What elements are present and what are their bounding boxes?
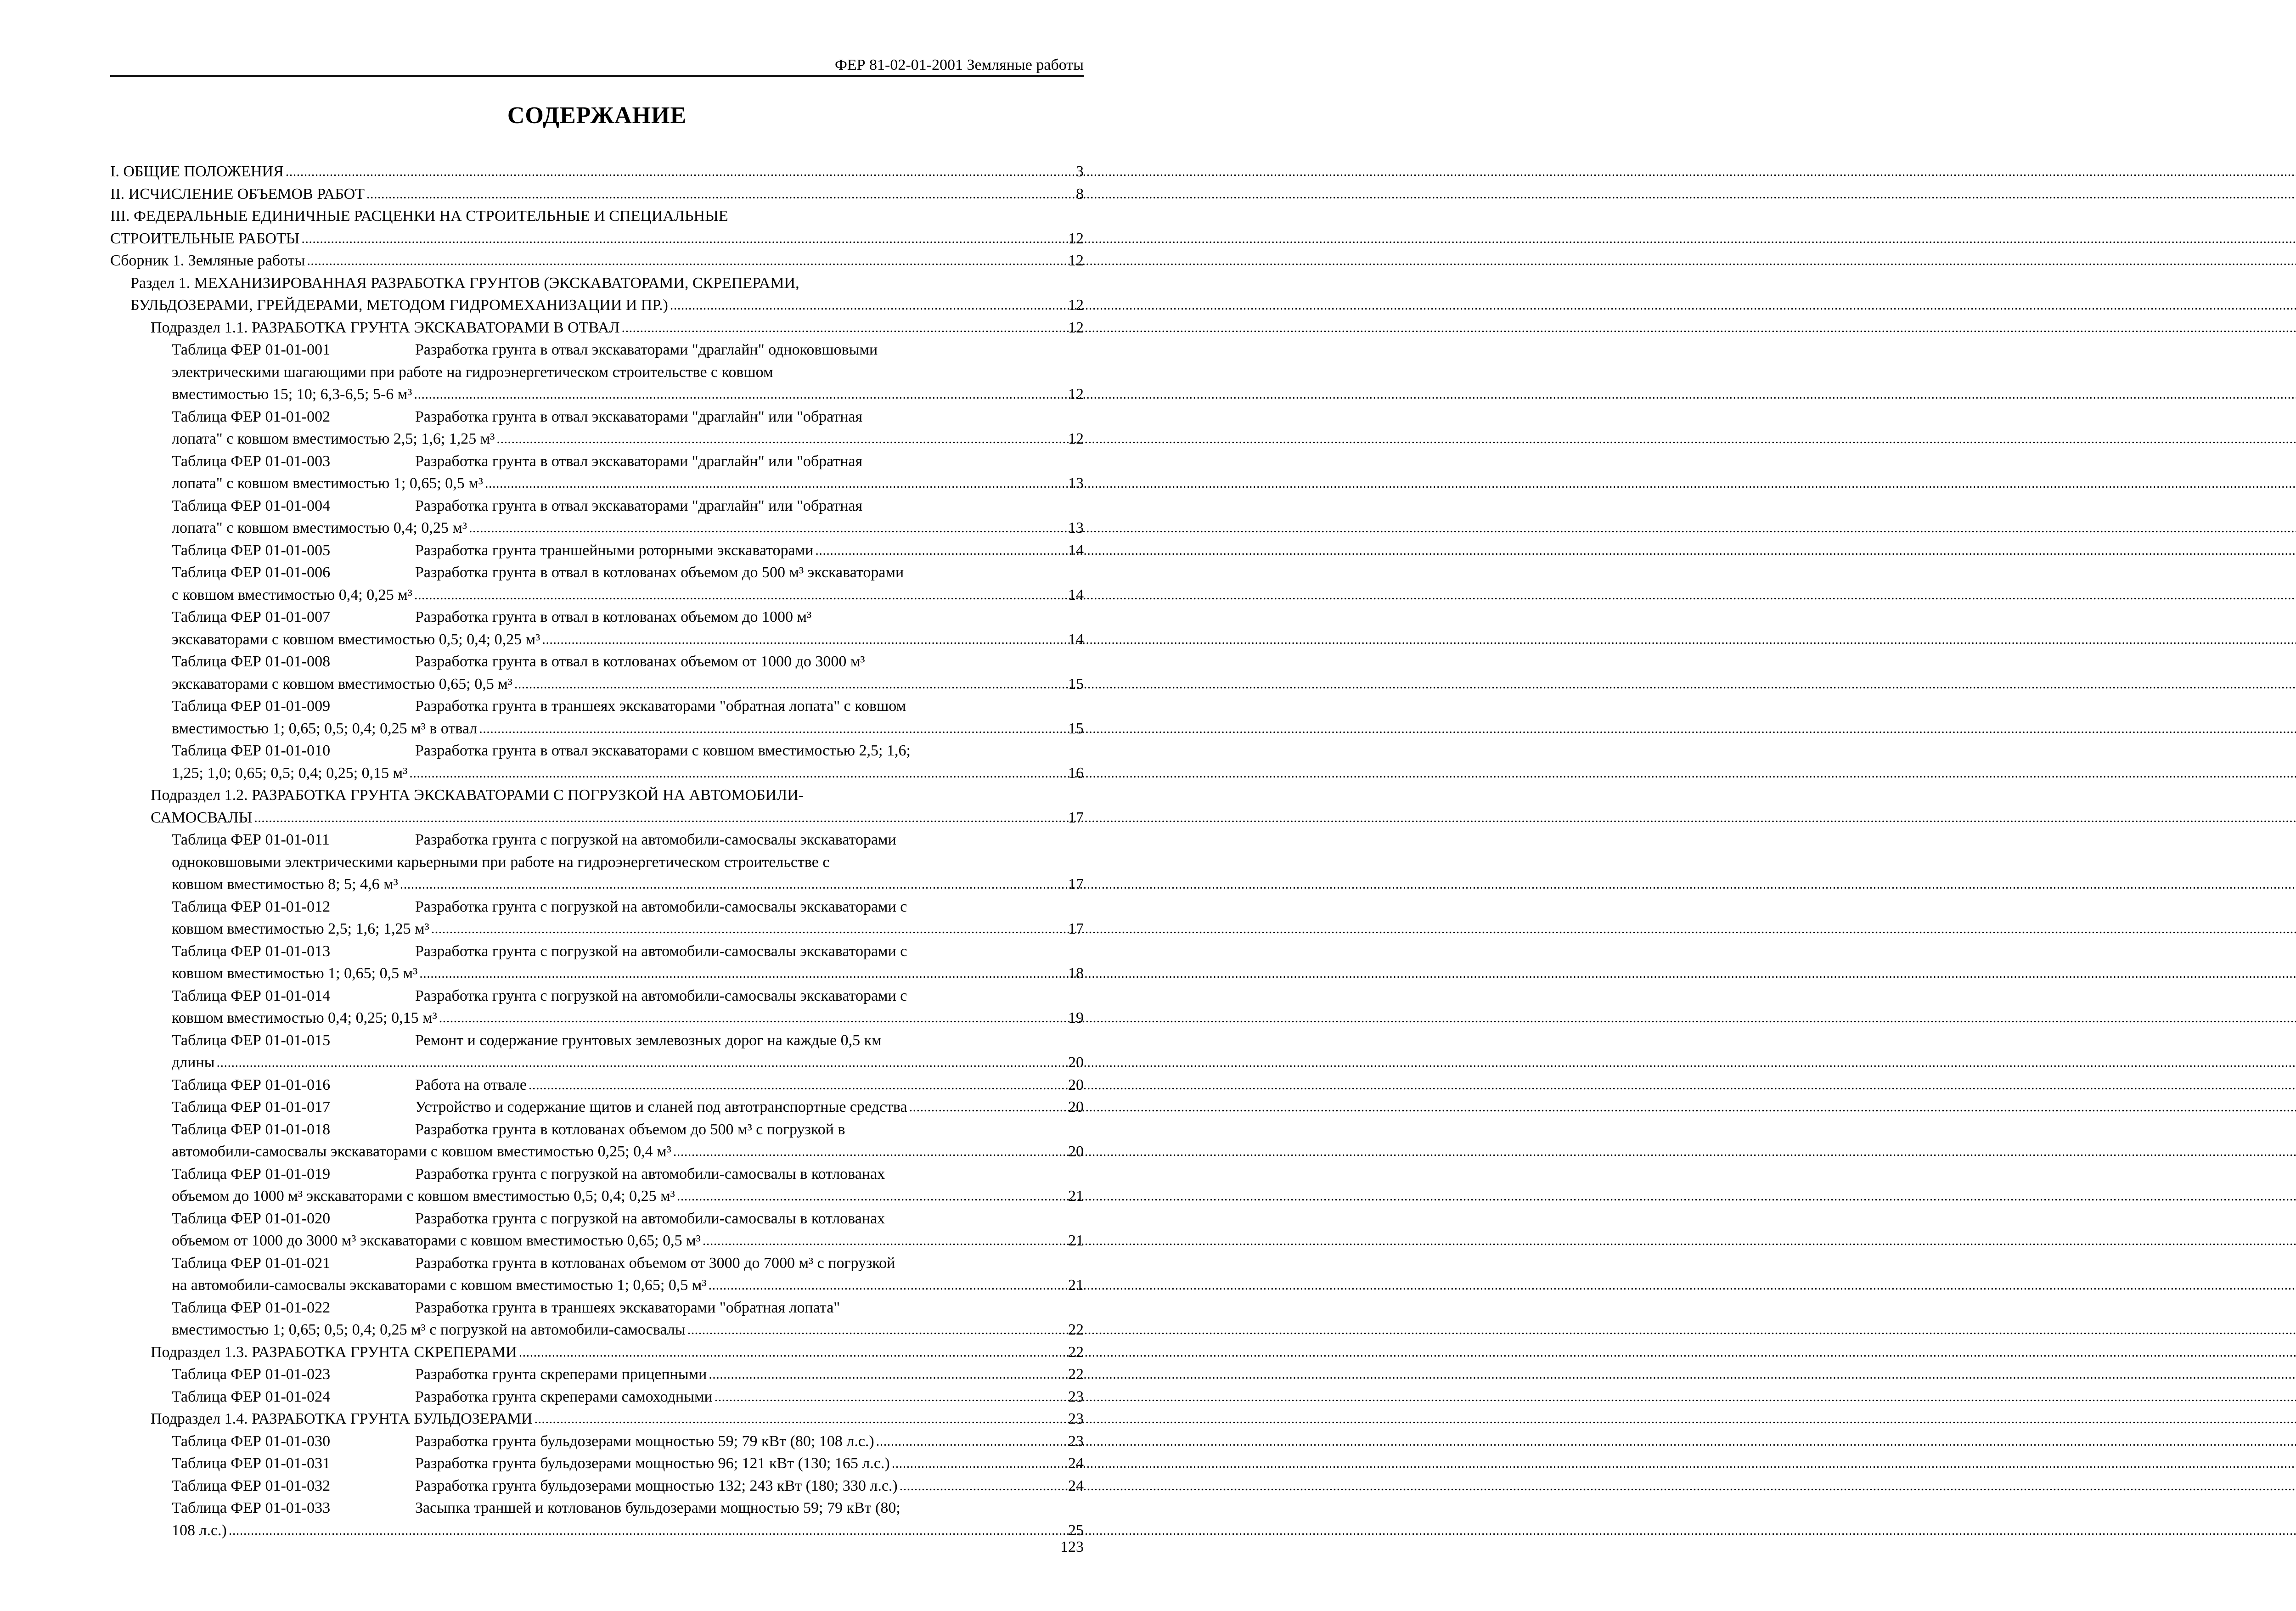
toc-entry-text: Засыпка траншей и котлованов бульдозерами мощностью 59; 79 кВт (80; <box>415 1499 900 1516</box>
toc-page-number: 15 <box>1068 675 1084 693</box>
toc-page-number: 13 <box>1068 475 1084 492</box>
toc-page-number: 22 <box>1068 1321 1084 1338</box>
toc-entry-text: лопата" с ковшом вместимостью 1; 0,65; 0,5 м³ <box>172 475 483 492</box>
dot-leader <box>668 294 1068 317</box>
toc-table-code: Таблица ФЕР 01-01-012 <box>172 898 331 915</box>
toc-entry-text: II. ИСЧИСЛЕНИЕ ОБЪЕМОВ РАБОТ <box>110 185 365 203</box>
toc-page-number: 23 <box>1068 1388 1084 1405</box>
toc-table-code: Таблица ФЕР 01-01-016 <box>172 1076 331 1093</box>
toc-entry-text: Подраздел 1.2. РАЗРАБОТКА ГРУНТА ЭКСКАВАТОРАМИ С ПОГРУЗКОЙ НА АВТОМОБИЛИ- <box>151 787 804 804</box>
toc-table-code: Таблица ФЕР 01-01-013 <box>172 942 331 960</box>
toc-entry[interactable] <box>110 606 1084 651</box>
toc-page-number: 12 <box>1068 319 1084 336</box>
toc-table-code: Таблица ФЕР 01-01-032 <box>172 1477 331 1494</box>
toc-page-number: 14 <box>1068 541 1084 559</box>
toc-entry-text: экскаваторами с ковшом вместимостью 0,5; 0,4; 0,25 м³ <box>172 631 540 648</box>
dot-leader <box>299 228 1068 250</box>
dot-leader <box>701 1230 1068 1252</box>
toc-page-number: 14 <box>1068 586 1084 603</box>
toc-page-number: 16 <box>1068 764 1084 782</box>
toc-page-number: 21 <box>1068 1188 1084 1205</box>
toc-entry-text: СТРОИТЕЛЬНЫЕ РАБОТЫ <box>110 230 300 247</box>
toc-table-code: Таблица ФЕР 01-01-011 <box>172 831 330 848</box>
dot-leader <box>713 1386 1068 1408</box>
toc-entry[interactable] <box>110 250 1084 272</box>
toc-page-number: 23 <box>1068 1410 1084 1427</box>
toc-page-number: 25 <box>1068 1521 1084 1539</box>
toc-entry-text: Разработка грунта траншейными роторными экскаваторами <box>415 541 814 559</box>
toc-entry[interactable] <box>110 784 1084 829</box>
toc-page-number: 17 <box>1068 920 1084 937</box>
toc-entry-text: ковшом вместимостью 8; 5; 4,6 м³ <box>172 876 398 893</box>
toc-entry[interactable] <box>110 941 1084 985</box>
dot-leader <box>417 963 1068 985</box>
toc-page-number: 23 <box>1068 1432 1084 1450</box>
toc-entry-text: Разработка грунта скреперами самоходными <box>415 1388 713 1405</box>
toc-entry[interactable] <box>110 1453 1084 1475</box>
toc-entry[interactable] <box>110 1363 1084 1386</box>
toc-entry[interactable] <box>110 695 1084 740</box>
toc-page-number: 20 <box>1068 1143 1084 1160</box>
toc-entry-text: III. ФЕДЕРАЛЬНЫЕ ЕДИНИЧНЫЕ РАСЦЕНКИ НА СТРОИТЕЛЬНЫЕ И СПЕЦИАЛЬНЫЕ <box>110 208 728 225</box>
toc-entry[interactable] <box>110 1497 1084 1542</box>
toc-page-number: 13 <box>1068 519 1084 536</box>
toc-entry[interactable] <box>110 205 1084 250</box>
toc-table-code: Таблица ФЕР 01-01-010 <box>172 742 331 759</box>
toc-entry[interactable] <box>110 651 1084 695</box>
toc-entry-text: Разработка грунта бульдозерами мощностью 132; 243 кВт (180; 330 л.с.) <box>415 1477 898 1494</box>
toc-table-code: Таблица ФЕР 01-01-024 <box>172 1388 331 1405</box>
toc-table-code: Таблица ФЕР 01-01-004 <box>172 497 331 514</box>
toc-entry-text: Разработка грунта в отвал экскаваторами "драглайн" или "обратная <box>415 452 863 470</box>
toc-page-number: 17 <box>1068 876 1084 893</box>
dot-leader <box>365 183 1076 206</box>
toc-entry-text: Подраздел 1.4. РАЗРАБОТКА ГРУНТА БУЛЬДОЗЕРАМИ <box>151 1410 533 1427</box>
toc-table-code: Таблица ФЕР 01-01-033 <box>172 1499 331 1516</box>
toc-table-code: Таблица ФЕР 01-01-003 <box>172 452 331 470</box>
dot-leader <box>407 762 1068 785</box>
dot-leader <box>227 1520 1068 1542</box>
dot-leader <box>429 918 1068 941</box>
toc-entry-text: лопата" с ковшом вместимостью 0,4; 0,25 м³ <box>172 519 467 536</box>
toc-entry-text: Разработка грунта в траншеях экскаваторами "обратная лопата" <box>415 1299 840 1316</box>
toc-page-number: 12 <box>1068 297 1084 314</box>
dot-leader <box>813 540 1068 562</box>
toc-table-code: Таблица ФЕР 01-01-021 <box>172 1254 331 1272</box>
dot-leader <box>540 629 1068 651</box>
dot-leader <box>517 1341 1068 1364</box>
dot-leader <box>707 1363 1068 1386</box>
toc-page-number: 22 <box>1068 1366 1084 1383</box>
toc-entry[interactable] <box>110 1096 1084 1119</box>
toc-page-number: 24 <box>1068 1477 1084 1494</box>
toc-entry-text: Сборник 1. Земляные работы <box>110 252 305 269</box>
toc-entry[interactable] <box>110 1341 1084 1364</box>
toc-entry[interactable] <box>110 339 1084 406</box>
dot-leader <box>412 584 1068 607</box>
dot-leader <box>512 673 1068 696</box>
toc-entry[interactable] <box>110 1119 1084 1163</box>
toc-entry-text: Подраздел 1.3. РАЗРАБОТКА ГРУНТА СКРЕПЕРАМИ <box>151 1343 517 1361</box>
toc-entry-text: Разработка грунта с погрузкой на автомобили-самосвалы экскаваторами с <box>415 987 907 1004</box>
toc-page-number: 8 <box>1076 185 1084 203</box>
dot-leader <box>527 1074 1068 1097</box>
dot-leader <box>620 317 1068 339</box>
dot-leader <box>483 473 1068 495</box>
toc-table-code: Таблица ФЕР 01-01-002 <box>172 408 331 425</box>
toc-table-code: Таблица ФЕР 01-01-023 <box>172 1366 331 1383</box>
toc-entry[interactable] <box>110 1163 1084 1208</box>
running-header: ФЕР 81-02-01-2001 Земляные работы <box>110 55 1084 77</box>
toc-entry-text: ковшом вместимостью 1; 0,65; 0,5 м³ <box>172 965 418 982</box>
toc-entry-text: Разработка грунта в отвал экскаваторами "драглайн" одноковшовыми <box>415 341 878 358</box>
dot-leader <box>467 517 1068 540</box>
toc-entry-text: БУЛЬДОЗЕРАМИ, ГРЕЙДЕРАМИ, МЕТОДОМ ГИДРОМЕХАНИЗАЦИИ И ПР.) <box>130 297 668 314</box>
dot-leader <box>532 1408 1068 1431</box>
dot-leader <box>495 428 1069 451</box>
dot-leader <box>874 1431 1068 1453</box>
dot-leader <box>284 161 1076 183</box>
toc-entry[interactable] <box>110 317 1084 339</box>
dot-leader <box>675 1185 1068 1208</box>
toc-table-code: Таблица ФЕР 01-01-006 <box>172 564 331 581</box>
toc-entry-text: Разработка грунта в котлованах объемом до 500 м³ с погрузкой в <box>415 1121 845 1138</box>
toc-table-code: Таблица ФЕР 01-01-019 <box>172 1165 331 1183</box>
toc-table-code: Таблица ФЕР 01-01-018 <box>172 1121 331 1138</box>
toc-entry-text: Разработка грунта в отвал экскаваторами "драглайн" или "обратная <box>415 408 863 425</box>
dot-leader <box>671 1141 1068 1163</box>
toc-entry-text: объемом от 1000 до 3000 м³ экскаваторами с ковшом вместимостью 0,65; 0,5 м³ <box>172 1232 701 1249</box>
toc-entry[interactable] <box>110 1386 1084 1408</box>
toc-page-number: 22 <box>1068 1343 1084 1361</box>
toc-entry[interactable] <box>110 740 1084 784</box>
toc-page-number: 20 <box>1068 1054 1084 1071</box>
toc-table-code: Таблица ФЕР 01-01-001 <box>172 341 331 358</box>
toc-table-code: Таблица ФЕР 01-01-031 <box>172 1455 331 1472</box>
toc-entry-text: ковшом вместимостью 0,4; 0,25; 0,15 м³ <box>172 1009 437 1026</box>
dot-leader <box>890 1453 1068 1475</box>
toc-entry-text: Разработка грунта с погрузкой на автомобили-самосвалы экскаваторами <box>415 831 896 848</box>
toc-entry-text: объемом до 1000 м³ экскаваторами с ковшом вместимостью 0,5; 0,4; 0,25 м³ <box>172 1188 675 1205</box>
dot-leader <box>898 1475 1068 1498</box>
toc-entry[interactable] <box>110 829 1084 896</box>
toc-entry-text: Разработка грунта в отвал в котлованах объемом до 1000 м³ <box>415 608 812 625</box>
dot-leader <box>215 1052 1069 1074</box>
toc-page-number: 18 <box>1068 965 1084 982</box>
toc-entry[interactable] <box>110 183 1084 206</box>
toc-entry-text: вместимостью 1; 0,65; 0,5; 0,4; 0,25 м³ с погрузкой на автомобили-самосвалы <box>172 1321 686 1338</box>
toc-entry[interactable] <box>110 451 1084 495</box>
toc-entry-text: Разработка грунта в отвал экскаваторами с ковшом вместимостью 2,5; 1,6; <box>415 742 911 759</box>
dot-leader <box>477 718 1068 740</box>
toc-page-number: 21 <box>1068 1277 1084 1294</box>
toc-entry-text: Разработка грунта с погрузкой на автомобили-самосвалы в котлованах <box>415 1165 885 1183</box>
toc-page-number: 17 <box>1068 809 1084 826</box>
toc-entry[interactable] <box>110 1431 1084 1453</box>
toc-table-code: Таблица ФЕР 01-01-008 <box>172 653 331 670</box>
toc-entry-text: Ремонт и содержание грунтовых землевозных дорог на каждые 0,5 км <box>415 1031 882 1049</box>
toc-table-code: Таблица ФЕР 01-01-009 <box>172 698 331 715</box>
toc-entry-text: электрическими шагающими при работе на гидроэнергетическом строительстве с ковшом <box>172 363 773 381</box>
dot-leader <box>252 807 1068 829</box>
toc-entry-text: Разработка грунта в отвал в котлованах объемом от 1000 до 3000 м³ <box>415 653 865 670</box>
toc-table-code: Таблица ФЕР 01-01-005 <box>172 541 331 559</box>
toc-entry-text: одноковшовыми электрическими карьерными при работе на гидроэнергетическом строительстве с <box>172 853 830 871</box>
toc-entry-text: вместимостью 15; 10; 6,3-6,5; 5-6 м³ <box>172 386 412 403</box>
page-number: 123 <box>1060 1538 1084 1555</box>
toc-entry[interactable] <box>110 540 1084 562</box>
toc-entry-text: Разработка грунта с погрузкой на автомобили-самосвалы экскаваторами с <box>415 942 907 960</box>
dot-leader <box>437 1007 1068 1030</box>
toc-page-number: 24 <box>1068 1455 1084 1472</box>
toc-entry-text: автомобили-самосвалы экскаваторами с ковшом вместимостью 0,25; 0,4 м³ <box>172 1143 671 1160</box>
toc-entry-text: Устройство и содержание щитов и сланей под автотранспортные средства <box>415 1098 907 1115</box>
toc-table-code: Таблица ФЕР 01-01-030 <box>172 1432 331 1450</box>
page-title: СОДЕРЖАНИЕ <box>507 102 687 129</box>
toc-entry[interactable] <box>110 1252 1084 1297</box>
toc-table-code: Таблица ФЕР 01-01-015 <box>172 1031 331 1049</box>
dot-leader <box>686 1319 1068 1341</box>
toc-entry-text: длины <box>172 1054 215 1071</box>
toc-entry-text: с ковшом вместимостью 0,4; 0,25 м³ <box>172 586 412 603</box>
toc-entry-text: Разработка грунта в отвал в котлованах объемом до 500 м³ экскаваторами <box>415 564 904 581</box>
toc-entry-text: САМОСВАЛЫ <box>151 809 253 826</box>
toc-entry[interactable] <box>110 1408 1084 1431</box>
toc-table-code: Таблица ФЕР 01-01-020 <box>172 1210 331 1227</box>
toc-entry-text: Подраздел 1.1. РАЗРАБОТКА ГРУНТА ЭКСКАВАТОРАМИ В ОТВАЛ <box>151 319 620 336</box>
toc-page-number: 12 <box>1068 230 1084 247</box>
toc-entry-text: 1,25; 1,0; 0,65; 0,5; 0,4; 0,25; 0,15 м³ <box>172 764 408 782</box>
dot-leader <box>305 250 1068 272</box>
toc-entry-text: Разработка грунта с погрузкой на автомобили-самосвалы в котлованах <box>415 1210 885 1227</box>
table-of-contents <box>110 161 1084 1542</box>
toc-table-code: Таблица ФЕР 01-01-007 <box>172 608 331 625</box>
toc-entry-text: лопата" с ковшом вместимостью 2,5; 1,6; 1,25 м³ <box>172 430 495 447</box>
toc-entry[interactable] <box>110 495 1084 540</box>
toc-page-number: 20 <box>1068 1098 1084 1115</box>
toc-entry-text: экскаваторами с ковшом вместимостью 0,65; 0,5 м³ <box>172 675 512 693</box>
toc-entry-text: Разработка грунта скреперами прицепными <box>415 1366 707 1383</box>
toc-page-number: 12 <box>1068 386 1084 403</box>
toc-entry[interactable] <box>110 406 1084 451</box>
toc-entry-text: на автомобили-самосвалы экскаваторами с ковшом вместимостью 1; 0,65; 0,5 м³ <box>172 1277 707 1294</box>
toc-page-number: 14 <box>1068 631 1084 648</box>
toc-page-number: 12 <box>1068 430 1084 447</box>
toc-entry-text: 108 л.с.) <box>172 1521 227 1539</box>
toc-entry-text: Работа на отвале <box>415 1076 527 1093</box>
toc-entry[interactable] <box>110 1297 1084 1341</box>
toc-entry[interactable] <box>110 1030 1084 1074</box>
toc-entry[interactable] <box>110 272 1084 317</box>
toc-entry[interactable] <box>110 562 1084 606</box>
toc-page-number: 12 <box>1068 252 1084 269</box>
toc-page-number: 20 <box>1068 1076 1084 1093</box>
toc-table-code: Таблица ФЕР 01-01-017 <box>172 1098 331 1115</box>
toc-page-number: 15 <box>1068 720 1084 737</box>
toc-table-code: Таблица ФЕР 01-01-014 <box>172 987 331 1004</box>
toc-entry-text: Разработка грунта с погрузкой на автомобили-самосвалы экскаваторами с <box>415 898 907 915</box>
toc-entry[interactable] <box>110 985 1084 1030</box>
toc-entry[interactable] <box>110 896 1084 941</box>
dot-leader <box>907 1096 1068 1119</box>
dot-leader <box>398 873 1068 896</box>
dot-leader <box>707 1274 1068 1297</box>
dot-leader <box>412 383 1068 406</box>
toc-entry[interactable] <box>110 1208 1084 1252</box>
toc-entry-text: Разработка грунта бульдозерами мощностью 59; 79 кВт (80; 108 л.с.) <box>415 1432 874 1450</box>
toc-page-number: 19 <box>1068 1009 1084 1026</box>
toc-table-code: Таблица ФЕР 01-01-022 <box>172 1299 331 1316</box>
toc-entry-text: ковшом вместимостью 2,5; 1,6; 1,25 м³ <box>172 920 429 937</box>
toc-entry-text: Разработка грунта в траншеях экскаваторами "обратная лопата" с ковшом <box>415 698 906 715</box>
toc-entry-text: Разработка грунта бульдозерами мощностью 96; 121 кВт (130; 165 л.с.) <box>415 1455 890 1472</box>
toc-entry-text: Раздел 1. МЕХАНИЗИРОВАННАЯ РАЗРАБОТКА ГРУНТОВ (ЭКСКАВАТОРАМИ, СКРЕПЕРАМИ, <box>130 274 799 292</box>
toc-entry-text: Разработка грунта в отвал экскаваторами "драглайн" или "обратная <box>415 497 863 514</box>
toc-entry[interactable] <box>110 1074 1084 1097</box>
toc-entry-text: I. ОБЩИЕ ПОЛОЖЕНИЯ <box>110 163 284 180</box>
toc-entry-text: Разработка грунта в котлованах объемом от 3000 до 7000 м³ с погрузкой <box>415 1254 895 1272</box>
toc-entry[interactable] <box>110 161 1084 183</box>
toc-entry-text: вместимостью 1; 0,65; 0,5; 0,4; 0,25 м³ в отвал <box>172 720 478 737</box>
toc-page-number: 21 <box>1068 1232 1084 1249</box>
toc-entry[interactable] <box>110 1475 1084 1498</box>
toc-page-number: 3 <box>1076 163 1084 180</box>
